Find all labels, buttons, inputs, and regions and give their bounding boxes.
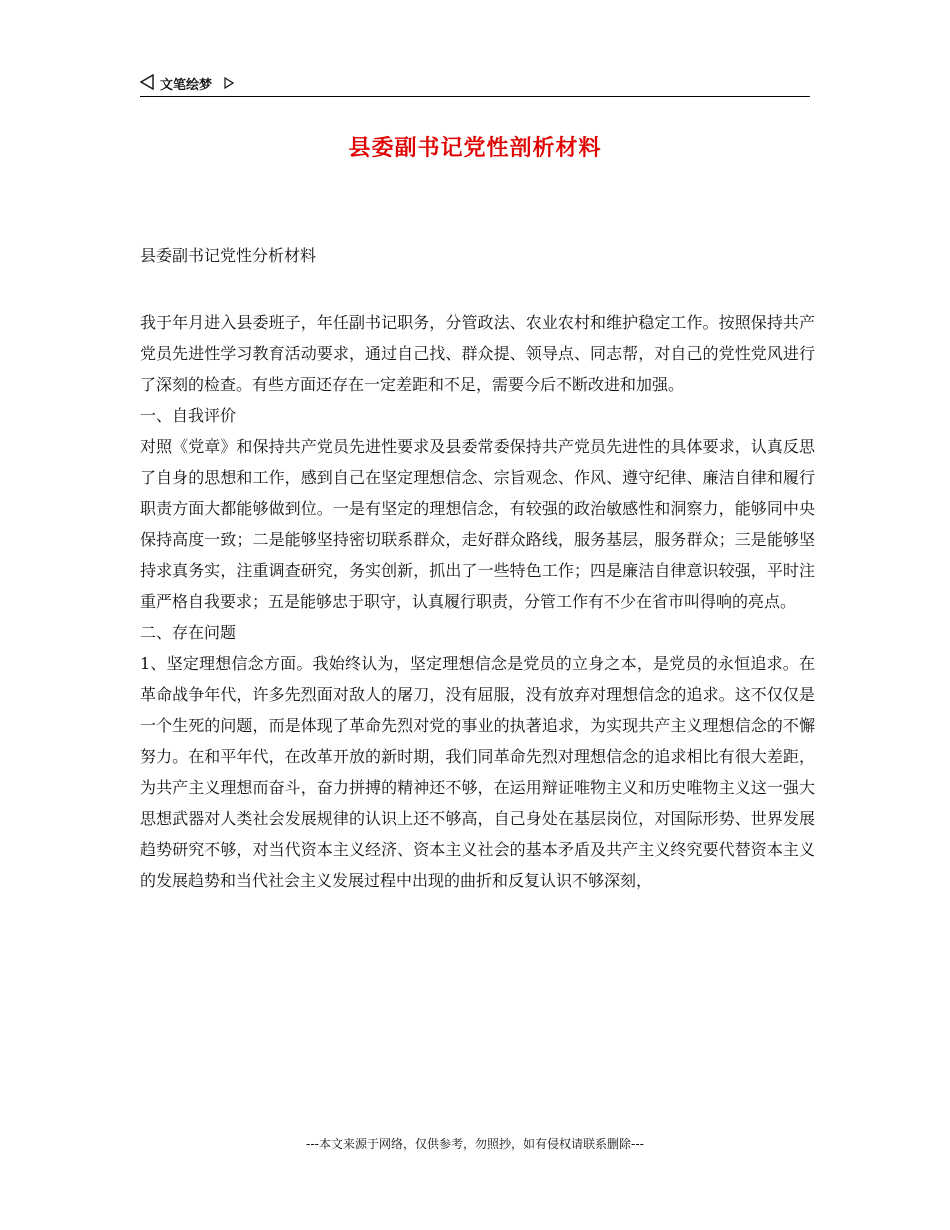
- section-heading-problems: 二、存在问题: [140, 623, 237, 642]
- section-heading-self-evaluation: 一、自我评价: [140, 406, 237, 425]
- document-title: 县委副书记党性剖析材料: [348, 135, 602, 161]
- paragraph-self-evaluation: 对照《党章》和保持共产党员先进性要求及县委常委保持共产党员先进性的具体要求，认真反思了自身的思想和工作，感到自己在坚定理想信念、宗旨观念、作风、遵守纪律、廉洁自律和履行职责方面大都能够做到位。一是有坚定的理想信念，有较强的政治敏感性和洞察力，能够同中央保持高度一致；二是能够坚持密切联系群众，走好群众路线，服务基层，服务群众；三是能够坚持求真务实，注重调查研究，务实创新，抓出了一些特色工作；四是廉洁自律意识较强，平时注重严格自我要求；五是能够忠于职守，认真履行职责，分管工作有不少在省市叫得响的亮点。: [140, 437, 815, 611]
- document-subtitle: 县委副书记党性分析材料: [140, 246, 317, 265]
- paragraph-ideals-beliefs: 1、坚定理想信念方面。我始终认为，坚定理想信念是党员的立身之本，是党员的永恒追求。在革命战争年代，许多先烈面对敌人的屠刀，没有屈服，没有放弃对理想信念的追求。这不仅仅是一个生死的问题，而是体现了革命先烈对党的事业的执著追求，为实现共产主义理想信念的不懈努力。在和平年代，在改革开放的新时期，我们同革命先烈对理想信念的追求相比有很大差距，为共产主义理想而奋斗，奋力拼搏的精神还不够，在运用辩证唯物主义和历史唯物主义这一强大思想武器对人类社会发展规律的认识上还不够高，自己身处在基层岗位，对国际形势、世界发展趋势研究不够，对当代资本主义经济、资本主义社会的基本矛盾及共产主义终究要代替资本主义的发展趋势和当代社会主义发展过程中出现的曲折和反复认识不够深刻，: [140, 654, 815, 890]
- triangle-left-icon: [140, 74, 154, 94]
- page-header: [140, 72, 810, 97]
- paragraph-intro: 我于年月进入县委班子，年任副书记职务，分管政法、农业农村和维护稳定工作。按照保持共产党员先进性学习教育活动要求，通过自己找、群众提、领导点、同志帮，对自己的党性党风进行了深刻的检查。有些方面还存在一定差距和不足，需要今后不断改进和加强。: [140, 313, 815, 394]
- document-body: [140, 307, 815, 896]
- page-footer: ---本文来源于网络，仅供参考，勿照抄，如有侵权请联系删除---: [306, 1137, 644, 1151]
- triangle-right-icon: [224, 74, 234, 93]
- brand-label: 文笔绘梦: [160, 78, 213, 93]
